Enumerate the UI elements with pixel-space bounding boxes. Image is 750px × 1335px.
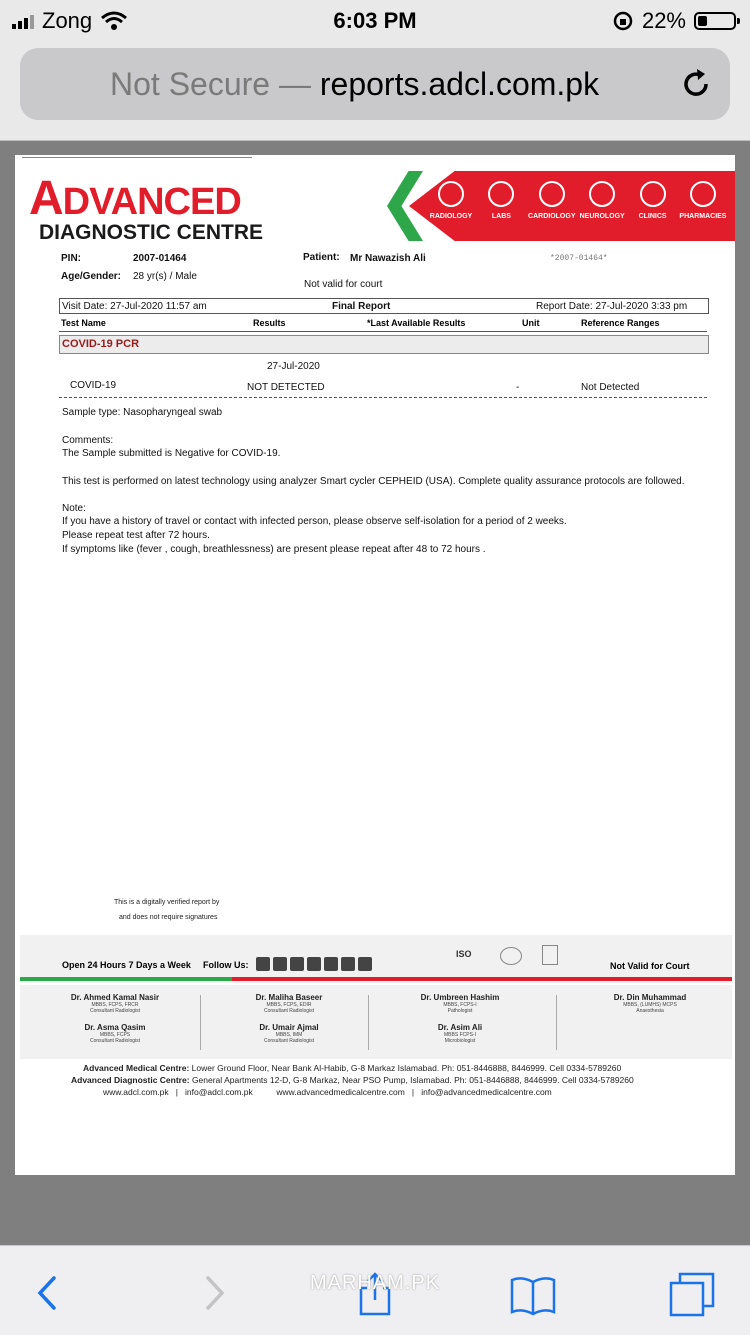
court-note: Not valid for court [304, 279, 383, 290]
follow-us: Follow Us: [203, 960, 249, 970]
heart-icon [539, 181, 565, 207]
col-reference: Reference Ranges [581, 318, 660, 328]
flask-icon [488, 181, 514, 207]
category-cardiology: CARDIOLOGY [528, 181, 576, 220]
footer-strip [20, 935, 732, 983]
note-1: If you have a history of travel or contact with infected person, please observe self-isolation for a period of 2 weeks. [62, 516, 567, 527]
sample-type: Sample type: Nasopharyngeal swab [62, 407, 223, 418]
logo-frame [22, 157, 252, 160]
col-test-name: Test Name [61, 318, 106, 328]
doctor-7: Dr. Din Muhammad MBBS, (LUMHS) MCPS Anaesthesia [613, 993, 687, 1014]
brain-icon [589, 181, 615, 207]
doctor-1: Dr. Ahmed Kamal Nasir MBBS, FCPS, FRCR Consultant Radiologist [70, 993, 160, 1014]
accreditation-badge [542, 945, 558, 965]
iso-badge: ISO [456, 949, 472, 959]
reload-icon[interactable] [678, 66, 714, 102]
category-labs: LABS [477, 181, 525, 220]
digital-note-2: and does not require signatures [119, 914, 218, 921]
browser-chrome [0, 40, 750, 141]
doctors-panel [20, 985, 732, 1059]
status-bar [0, 0, 750, 40]
carrier-name: Zong [42, 8, 93, 33]
report-date: Report Date: 27-Jul-2020 3:33 pm [536, 301, 688, 312]
domain: reports.adcl.com.pk [319, 66, 600, 102]
patient-name: Mr Nawazish Ali [350, 253, 426, 264]
dashed-divider [59, 397, 707, 398]
google-plus-icon[interactable] [358, 957, 372, 971]
contact-links[interactable]: www.adcl.com.pk | info@adcl.com.pk www.advancedmedicalcentre.com | info@advancedmedicalcentre.com [103, 1087, 552, 1097]
section-header: COVID-19 PCR [59, 335, 709, 354]
pin-label: PIN: [61, 253, 81, 264]
youtube-icon[interactable] [307, 957, 321, 971]
barcode-text: *2007-01464* [550, 254, 608, 263]
battery-icon [694, 12, 736, 30]
doctor-5: Dr. Umbreen Hashim MBBS, FCPS-I Pathologist [420, 993, 500, 1014]
report-page [15, 155, 735, 1175]
pin-value: 2007-01464 [133, 253, 187, 264]
ias-badge [500, 947, 522, 965]
test-result: NOT DETECTED [247, 382, 325, 393]
logo-text: DVANCED [62, 181, 241, 223]
category-neurology: NEUROLOGY [578, 181, 626, 220]
address-medical-centre: Advanced Medical Centre: Lower Ground Floor, Near Bank Al-Habib, G-8 Markaz Islamabad. Ph: 051-8446888, 8446999. Cell 0334-5789260 [83, 1063, 622, 1073]
doctor-icon [640, 181, 666, 207]
services-banner [387, 171, 735, 241]
test-reference: Not Detected [581, 382, 640, 393]
col-last-results: *Last Available Results [367, 318, 466, 328]
category-radiology: RADIOLOGY [427, 181, 475, 220]
comments-label: Comments: [62, 435, 114, 446]
age-gender-value: 28 yr(s) / Male [133, 271, 197, 282]
facebook-icon[interactable] [256, 957, 270, 971]
doctor-3: Dr. Maliha Baseer MBBS, FCPS, EDIR Consultant Radiologist [255, 993, 323, 1014]
battery-percent: 22% [641, 8, 686, 33]
col-results: Results [253, 318, 286, 328]
visit-date: Visit Date: 27-Jul-2020 11:57 am [62, 301, 207, 312]
doctor-6: Dr. Asim Ali MBBS FCPS-I Microbiologist [437, 1023, 483, 1044]
final-report: Final Report [332, 301, 391, 312]
caduceus-icon [690, 181, 716, 207]
age-gender-label: Age/Gender: [61, 271, 122, 282]
not-valid-court: Not Valid for Court [610, 961, 690, 971]
note-2: Please repeat test after 72 hours. [62, 530, 210, 541]
tech-note: This test is performed on latest technology using analyzer Smart cycler CEPHEID (USA). Complete quality assurance protocols are followed. [62, 476, 685, 487]
patient-label: Patient: [303, 252, 340, 263]
logo: ADVANCED [29, 172, 241, 225]
doctor-2: Dr. Asma Qasim MBBS, FCPS Consultant Radiologist [84, 1023, 146, 1044]
doctor-4: Dr. Umair Ajmal MBBS, IMM Consultant Radiologist [259, 1023, 319, 1044]
instagram-icon[interactable] [273, 957, 287, 971]
whatsapp-icon[interactable] [290, 957, 304, 971]
category-clinics: CLINICS [629, 181, 677, 220]
category-pharmacies: PHARMACIES [679, 181, 727, 220]
open-hours: Open 24 Hours 7 Days a Week [62, 960, 191, 970]
col-unit: Unit [522, 318, 540, 328]
social-icons [256, 955, 375, 973]
divider [59, 331, 707, 332]
radiology-icon [438, 181, 464, 207]
note-3: If symptoms like (fever , cough, breathlessness) are present please repeat after 48 to 72 hours . [62, 544, 486, 555]
comment: The Sample submitted is Negative for COVID-19. [62, 448, 281, 459]
footer-line [20, 977, 732, 981]
not-secure-label: Not Secure — [110, 66, 311, 102]
address-diagnostic-centre: Advanced Diagnostic Centre: General Apartments 12-D, G-8 Markaz, Near PSO Pump, Islamabad. Ph: 051-8446888, 8446999. Cell 0334-5789260 [71, 1075, 634, 1085]
watermark: MARHAM.PK [309, 1272, 441, 1294]
logo-subtitle: DIAGNOSTIC CENTRE [39, 221, 264, 244]
rotation-lock-icon [612, 10, 634, 32]
digital-note-1: This is a digitally verified report by [114, 899, 220, 906]
test-unit: - [516, 382, 520, 393]
test-name: COVID-19 [70, 380, 117, 391]
address-bar[interactable] [20, 48, 730, 120]
linkedin-icon[interactable] [324, 957, 338, 971]
result-date: 27-Jul-2020 [267, 361, 320, 372]
pinterest-icon[interactable] [341, 957, 355, 971]
clock: 6:03 PM [333, 8, 417, 33]
note-label: Note: [62, 503, 86, 514]
url-text[interactable] [110, 66, 599, 103]
